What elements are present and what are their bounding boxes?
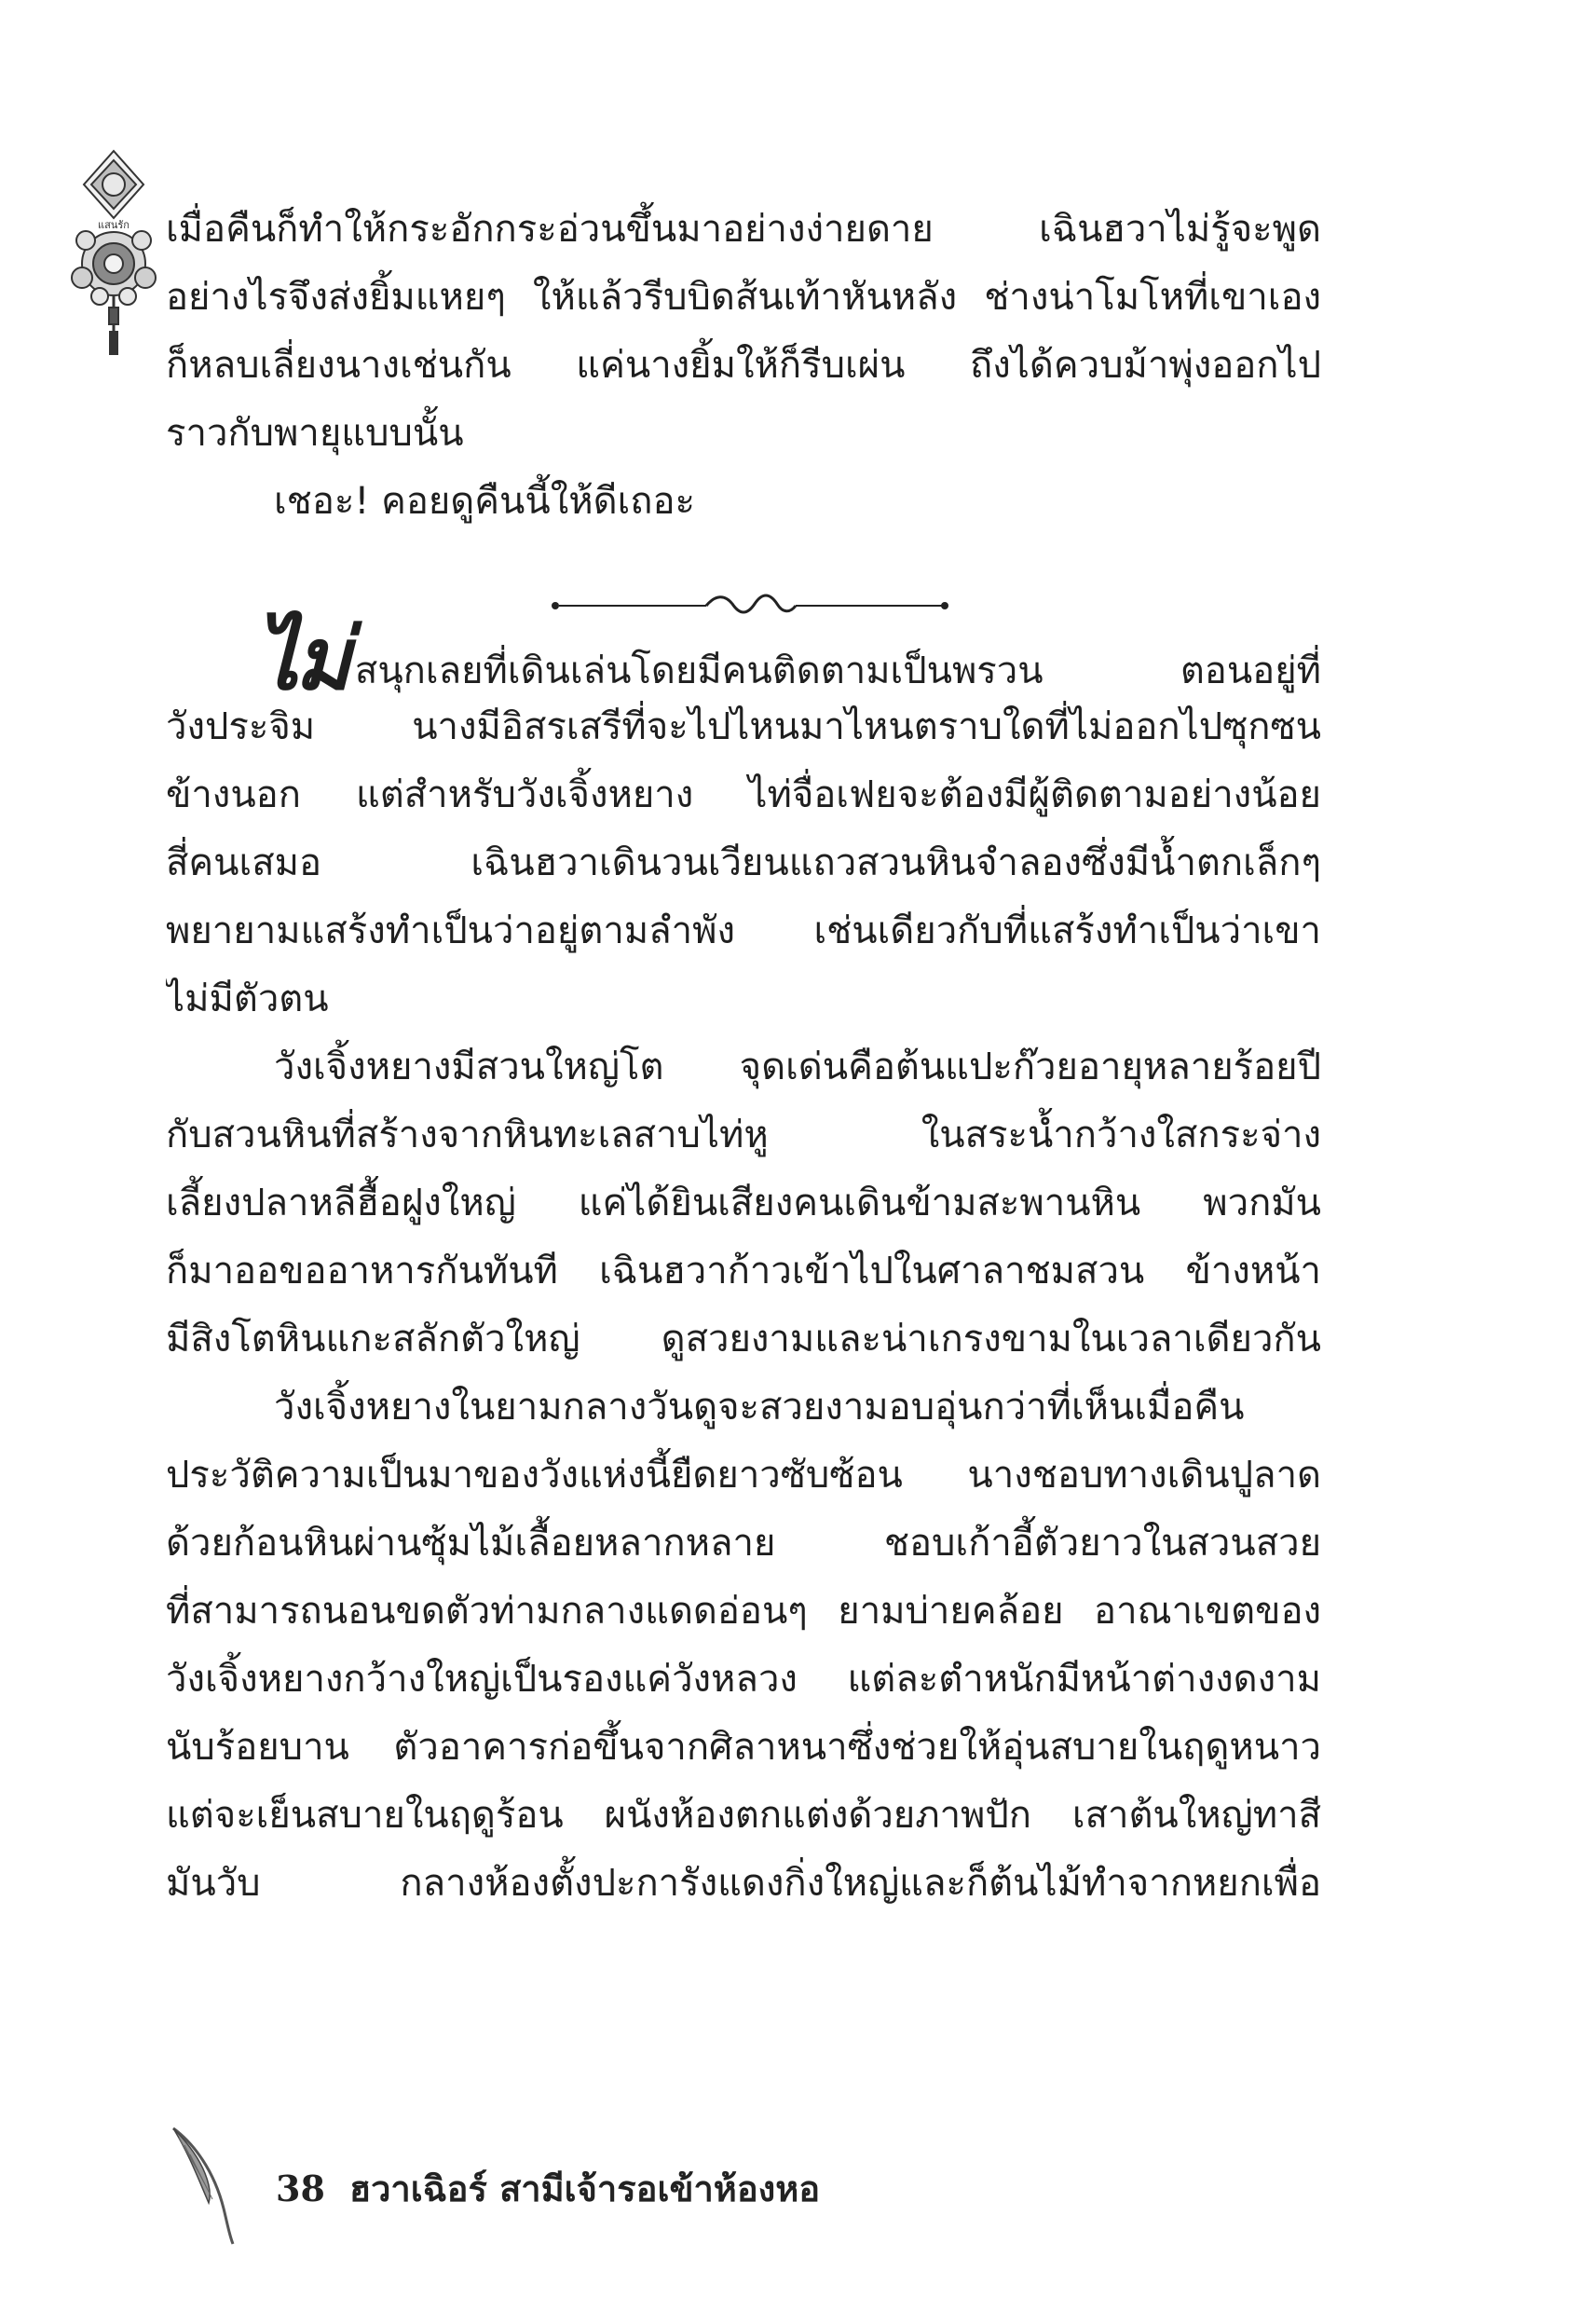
ornament-label: แสนรัก bbox=[98, 219, 130, 231]
text-line: กับสวนหินที่สร้างจากหินทะเลสาบไท่หู ในสระน้ำกว้างใสกระจ่าง bbox=[166, 1114, 1321, 1156]
text-line: นับร้อยบาน ตัวอาคารก่อขึ้นจากศิลาหนาซึ่งช่วยให้อุ่นสบายในฤดูหนาว bbox=[166, 1726, 1321, 1769]
text-line: ราวกับพายุแบบนั้น bbox=[166, 412, 464, 455]
text-line: ไม่มีตัวตน bbox=[166, 978, 329, 1020]
drop-cap: ไม่ bbox=[255, 609, 348, 709]
text-line: เลี้ยงปลาหลีฮื้อฝูงใหญ่ แค่ได้ยินเสียงคนเดินข้ามสะพานหิน พวกมัน bbox=[166, 1182, 1321, 1224]
text-line: ก็หลบเลี่ยงนางเช่นกัน แค่นางยิ้มให้ก็รีบเผ่น ถึงได้ควบม้าพุ่งออกไป bbox=[166, 344, 1321, 387]
scroll-divider-icon bbox=[550, 587, 950, 624]
page-footer bbox=[166, 2143, 1191, 2227]
decorative-lantern-emblem-icon bbox=[58, 147, 170, 362]
text-line: สี่คนเสมอ เฉินฮวาเดินวนเวียนแถวสวนหินจำลองซึ่งมีน้ำตกเล็กๆ bbox=[166, 841, 1321, 884]
page-number: 38 bbox=[276, 2167, 325, 2209]
text-line: ประวัติความเป็นมาของวังแห่งนี้ยืดยาวซับซ้อน นางชอบทางเดินปูลาด bbox=[166, 1454, 1321, 1497]
book-title: ฮวาเฉิอร์ สามีเจ้ารอเข้าห้องหอ bbox=[348, 2167, 821, 2209]
text-line: อย่างไรจึงส่งยิ้มแหยๆ ให้แล้วรีบบิดส้นเท้าหันหลัง ช่างน่าโมโหที่เขาเอง bbox=[166, 276, 1321, 319]
text-line: วังเจิ้งหยางในยามกลางวันดูจะสวยงามอบอุ่นกว่าที่เห็นเมื่อคืน bbox=[274, 1386, 1245, 1429]
body-text bbox=[166, 196, 1321, 1918]
text-line: เมื่อคืนก็ทำให้กระอักกระอ่วนขึ้นมาอย่างง่ายดาย เฉินฮวาไม่รู้จะพูด bbox=[166, 208, 1321, 251]
text-line: พยายามแสร้งทำเป็นว่าอยู่ตามลำพัง เช่นเดียวกับที่แสร้งทำเป็นว่าเขา bbox=[166, 909, 1321, 952]
text-line: วังเจิ้งหยางมีสวนใหญ่โต จุดเด่นคือต้นแปะก๊วยอายุหลายร้อยปี bbox=[274, 1046, 1321, 1088]
text-line: มันวับ กลางห้องตั้งปะการังแดงกิ่งใหญ่และก็ต้นไม้ทำจากหยกเพื่อ bbox=[166, 1862, 1321, 1905]
text-line: ข้างนอก แต่สำหรับวังเจิ้งหยาง ไท่จื่อเฟยจะต้องมีผู้ติดตามอย่างน้อย bbox=[166, 773, 1321, 816]
chapter-opening-line bbox=[166, 609, 1321, 709]
text-line: มีสิงโตหินแกะสลักตัวใหญ่ ดูสวยงามและน่าเกรงขามในเวลาเดียวกัน bbox=[166, 1318, 1321, 1361]
text-line: ด้วยก้อนหินผ่านซุ้มไม้เลื้อยหลากหลาย ชอบเก้าอี้ตัวยาวในสวนสวย bbox=[166, 1522, 1321, 1565]
text-line: ก็มาออขออาหารกันทันที เฉินฮวาก้าวเข้าไปในศาลาชมสวน ข้างหน้า bbox=[166, 1250, 1321, 1292]
opening-line-text: สนุกเลยที่เดินเล่นโดยมีคนติดตามเป็นพรวน ตอนอยู่ที่ bbox=[354, 650, 1321, 692]
text-line: วังประจิม นางมีอิสรเสรีที่จะไปไหนมาไหนตราบใดที่ไม่ออกไปซุกซน bbox=[166, 705, 1321, 748]
text-line: แต่จะเย็นสบายในฤดูร้อน ผนังห้องตกแต่งด้วยภาพปัก เสาต้นใหญ่ทาสี bbox=[166, 1794, 1321, 1837]
text-line: เชอะ! คอยดูคืนนี้ให้ดีเถอะ bbox=[274, 480, 695, 523]
feather-quill-icon bbox=[166, 2125, 240, 2246]
text-line: วังเจิ้งหยางกว้างใหญ่เป็นรองแค่วังหลวง แต่ละตำหนักมีหน้าต่างงดงาม bbox=[166, 1658, 1321, 1701]
text-line: ที่สามารถนอนขดตัวท่ามกลางแดดอ่อนๆ ยามบ่ายคล้อย อาณาเขตของ bbox=[166, 1590, 1321, 1633]
footer-text bbox=[276, 2160, 820, 2217]
